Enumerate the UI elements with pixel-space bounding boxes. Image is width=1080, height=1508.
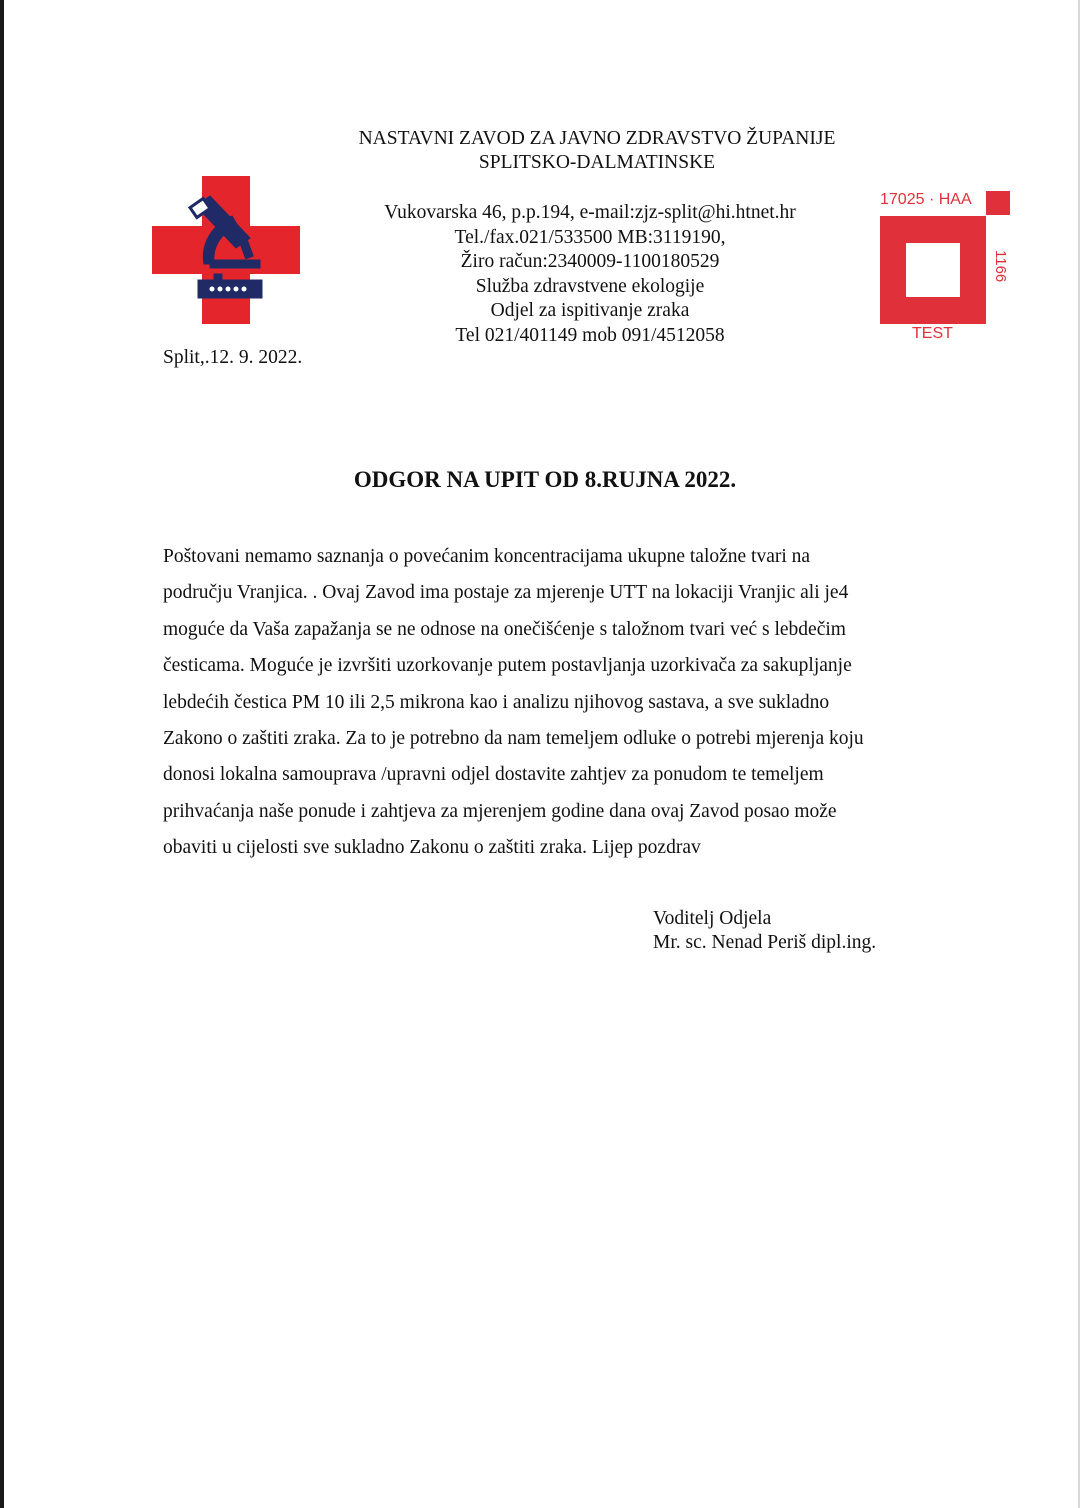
institution-title-line-1: NASTAVNI ZAVOD ZA JAVNO ZDRAVSTVO ŽUPANIJE bbox=[358, 128, 836, 149]
accreditation-logo-icon bbox=[876, 186, 1016, 342]
body-line: obaviti u cijelosti sve sukladno Zakonu o zaštiti zraka. Lijep pozdrav bbox=[163, 837, 701, 859]
institute-logo-icon bbox=[152, 176, 300, 324]
body-line: Poštovani nemamo saznanja o povećanim koncentracijama ukupne taložne tvari na bbox=[163, 546, 811, 567]
accreditation-bottom-text: TEST bbox=[912, 325, 953, 342]
page-left-edge bbox=[0, 0, 4, 1508]
letter-body bbox=[163, 539, 938, 867]
body-line: prihvaćanja naše ponude i zahtjeva za mjerenjem godine dana ovaj Zavod posao može bbox=[163, 800, 837, 822]
address-line: Tel 021/401149 mob 091/4512058 bbox=[455, 324, 725, 346]
signature-block bbox=[653, 907, 876, 955]
signature-role: Voditelj Odjela bbox=[653, 908, 772, 929]
body-line: donosi lokalna samouprava /upravni odjel dostavite zahtjev za ponudom te temeljem bbox=[163, 764, 824, 786]
address-line: Služba zdravstvene ekologije bbox=[475, 275, 705, 297]
accreditation-top-text: 17025 · HAA bbox=[880, 191, 972, 208]
body-line: česticama. Moguće je izvršiti uzorkovanje putem postavljanja uzorkivača za sakupljanje bbox=[163, 655, 852, 677]
accreditation-side-text: 1166 bbox=[992, 250, 1009, 283]
address-line: Vukovarska 46, p.p.194, e-mail:zjz-split@hi.htnet.hr bbox=[384, 202, 796, 223]
address-line: Žiro račun:2340009-1100180529 bbox=[460, 251, 720, 273]
document-date: Split,.12. 9. 2022. bbox=[163, 347, 303, 368]
body-line: Zakono o zaštiti zraka. Za to je potrebno da nam temeljem odluke o potrebi mjerenja koju bbox=[163, 728, 864, 750]
institution-title-line-2: SPLITSKO-DALMATINSKE bbox=[478, 152, 716, 173]
institution-address bbox=[340, 201, 840, 349]
body-line: području Vranjica. . Ovaj Zavod ima postaje za mjerenje UTT na lokaciji Vranjic ali je4 bbox=[163, 582, 849, 604]
institution-title bbox=[300, 127, 894, 175]
body-line: lebdećih čestica PM 10 ili 2,5 mikrona kao i analizu njihovog sastava, a sve sukladno bbox=[163, 691, 830, 713]
address-line: Odjel za ispitivanje zraka bbox=[490, 300, 690, 322]
signature-name: Mr. sc. Nenad Periš dipl.ing. bbox=[653, 932, 877, 953]
address-line: Tel./fax.021/533500 MB:3119190, bbox=[454, 226, 726, 248]
document-subject: ODGOR NA UPIT OD 8.RUJNA 2022. bbox=[353, 467, 737, 492]
body-line: moguće da Vaša zapažanja se ne odnose na onečišćenje s taložnom tvari već s lebdečim bbox=[163, 618, 846, 640]
